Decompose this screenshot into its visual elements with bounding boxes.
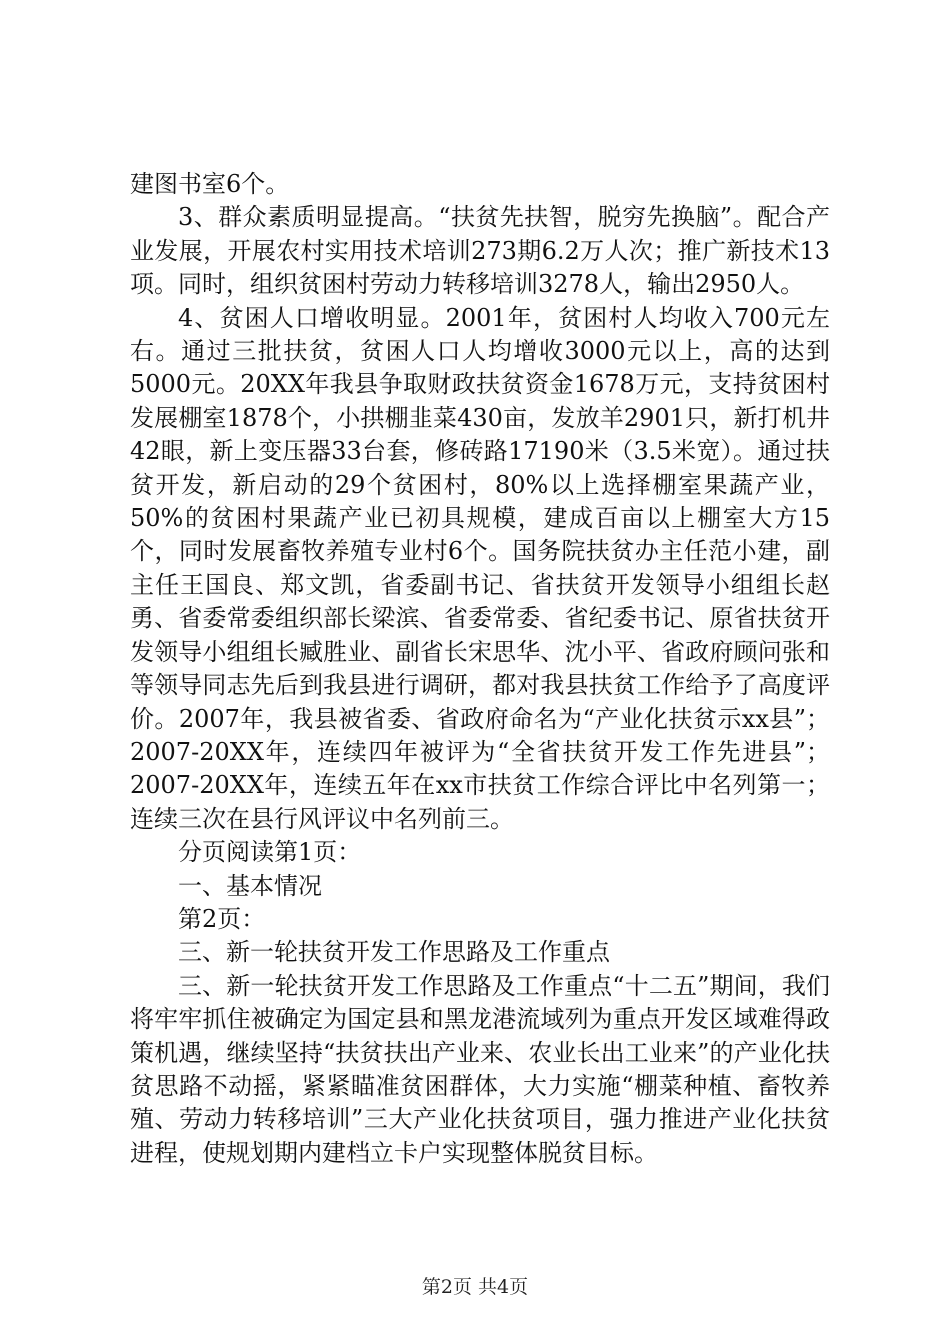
paragraph-quality: 3、群众素质明显提高。“扶贫先扶智，脱穷先换脑”。配合产业发展，开展农村实用技术培训273期6.2万人次；推广新技术13项。同时，组织贫困村劳动力转移培训3278人，输出2950人。 bbox=[130, 203, 830, 299]
paragraph-section-heading: 三、新一轮扶贫开发工作思路及工作重点 bbox=[178, 938, 610, 967]
paragraph-basic-situation: 一、基本情况 bbox=[178, 871, 322, 900]
paragraph-continuation: 建图书室6个。 bbox=[130, 170, 290, 198]
paragraph-new-round: 三、新一轮扶贫开发工作思路及工作重点“十二五”期间，我们将牢牢抓住被确定为国定县和黑龙港流域列为重点开发区域难得政策机遇，继续坚持“扶贫扶出产业来、农业长出工业来”的产业化扶贫思路不动摇，紧紧瞄准贫困群体，大力实施“棚菜种植、畜牧养殖、劳动力转移培训”三大产业化扶贫项目，强力推进产业化扶贫进程，使规划期内建档立卡户实现整体脱贫目标。 bbox=[130, 971, 830, 1167]
page-footer: 第2页 共4页 bbox=[421, 1276, 529, 1298]
document-body bbox=[130, 168, 830, 1170]
paragraph-page-2: 第2页： bbox=[178, 904, 266, 933]
paragraph-page-read-1: 分页阅读第1页： bbox=[178, 838, 362, 867]
paragraph-income: 4、贫困人口增收明显。2001年，贫困村人均收入700元左右。通过三批扶贫，贫困人口人均增收3000元以上，高的达到5000元。20XX年我县争取财政扶贫资金1678万元，支持贫困村发展棚室1878个，小拱棚韭菜430亩，发放羊2901只，新打机井42眼，新上变压器33台套，修砖路17190米（3.5米宽）。通过扶贫开发，新启动的29个贫困村，80%以上选择棚室果蔬产业，50%的贫困村果蔬产业已初具规模，建成百亩以上棚室大方15个，同时发展畜牧养殖专业村6个。国务院扶贫办主任范小建，副主任王国良、郑文凯，省委副书记、省扶贫开发领导小组组长赵勇、省委常委组织部长梁滨、省委常委、省纪委书记、原省扶贫开发领导小组组长臧胜业、副省长宋思华、沈小平、省政府顾问张和等领导同志先后到我县进行调研，都对我县扶贫工作给予了高度评价。2007年，我县被省委、省政府命名为“产业化扶贫示xx县”；2007-20XX年，连续四年被评为“全省扶贫开发工作先进县”；2007-20XX年，连续五年在xx市扶贫工作综合评比中名列第一；连续三次在县行风评议中名列前三。 bbox=[130, 303, 830, 833]
